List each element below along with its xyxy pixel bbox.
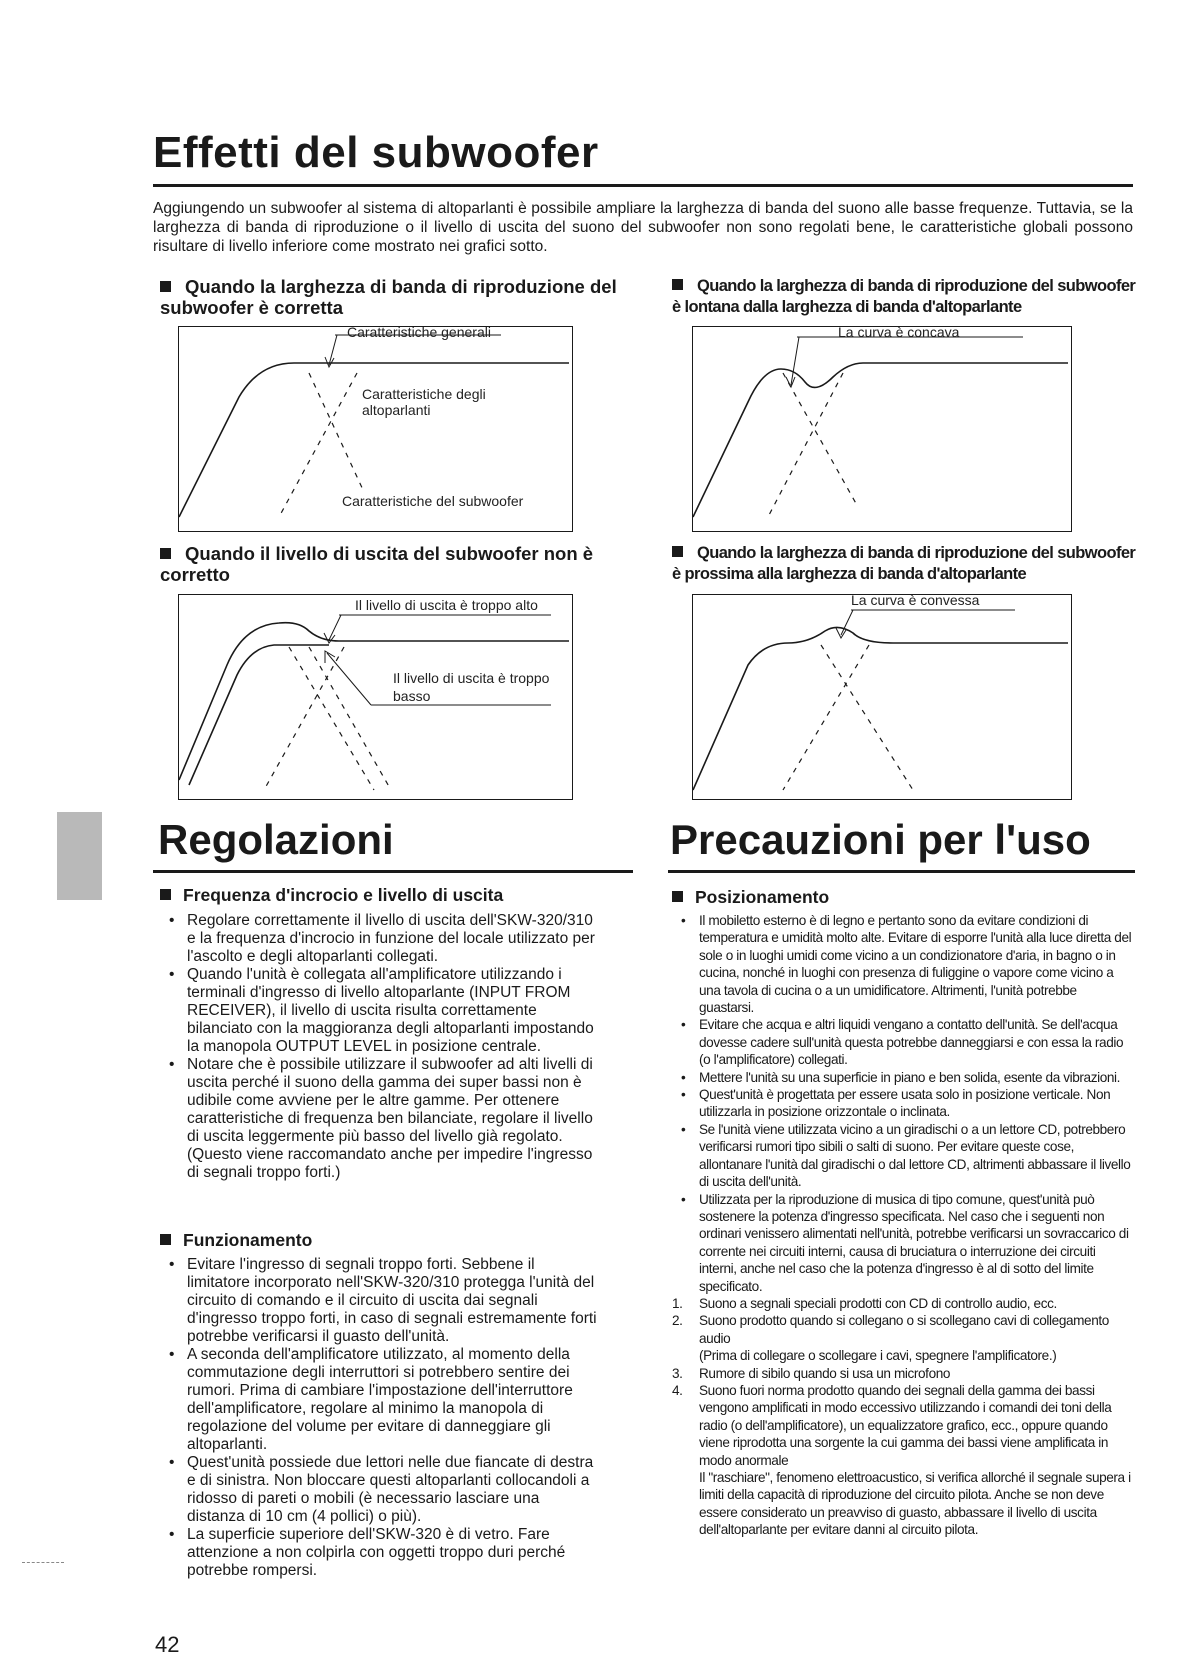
graph2-panel <box>692 326 1072 532</box>
graph4-overall-curve <box>693 627 1068 790</box>
graph1-label-sub: Caratteristiche del subwoofer <box>342 493 524 509</box>
item-number: 3. <box>672 1365 683 1381</box>
square-bullet-icon <box>160 548 171 559</box>
graph2-label-curve: La curva è concava <box>838 324 960 340</box>
numbered-item-text: Suono a segnali speciali prodotti con CD di controllo audio, ecc. <box>699 1295 1057 1311</box>
regolazioni-title: Regolazioni <box>158 816 394 863</box>
graph2-caption-text: Quando la larghezza di banda di riproduzione del subwoofer è lontana dalla larghezza di banda d'altoparlante <box>672 277 1136 316</box>
numbered-list <box>672 1295 1135 1539</box>
graph3-panel <box>178 594 573 800</box>
square-bullet-icon <box>160 1234 171 1245</box>
thumb-index-tab <box>57 812 102 900</box>
graph2-caption <box>672 276 1142 318</box>
graph2-sub-curve <box>768 373 843 517</box>
posizionamento-heading-text: Posizionamento <box>695 887 830 907</box>
graph3-high-leader <box>329 615 341 640</box>
list-item <box>672 1191 1135 1539</box>
numbered-item-note: (Prima di collegare o scollegare i cavi, spegnere l'amplificatore.) <box>699 1348 1057 1364</box>
numbered-item <box>672 1382 1135 1539</box>
precauzioni-rule <box>668 870 1135 873</box>
item-number: 1. <box>672 1295 683 1311</box>
graph1-label-overall: Caratteristiche generali <box>347 324 491 340</box>
list-item: • Quando l'unità è collegata all'amplificatore utilizzando i terminali d'ingresso di livello altoparlante (INPUT FROM RECEIVER), il livello di uscita risulta correttamente bilanciato con la maggioranza degli altoparlanti impostando la manopola OUTPUT LEVEL in posizione centrale. <box>160 966 600 1056</box>
graph1-panel <box>178 326 573 532</box>
graph1-label-speaker: Caratteristiche degli altoparlanti <box>362 386 486 418</box>
graph2-speaker-curve <box>783 373 858 507</box>
graph3-label-high: Il livello di uscita è troppo alto <box>355 597 538 613</box>
graph3-speaker-curve-2 <box>309 647 391 790</box>
regolazioni-sub1-heading-text: Frequenza d'incrocio e livello di uscita <box>183 885 504 905</box>
square-bullet-icon <box>672 546 683 557</box>
regolazioni-rule <box>153 870 633 873</box>
list-item: • A seconda dell'amplificatore utilizzato, al momento della commutazione degli interruttori si potrebbero sentire dei rumori. Prima di cambiare l'impostazione dell'interruttore dell'amplificatore, regolare al minimo la manopola di regolazione del volume per evitare di danneggiare gli altoparlanti. <box>160 1346 600 1454</box>
item-number: 2. <box>672 1313 683 1329</box>
graph2-svg <box>693 327 1073 533</box>
graph1-speaker-curve <box>309 373 364 492</box>
list-item: • Mettere l'unità su una superficie in piano e ben solida, esente da vibrazioni. <box>672 1069 1135 1086</box>
graph4-caption <box>672 543 1142 585</box>
graph3-low-curve <box>189 645 329 785</box>
numbered-item-text: Suono fuori norma prodotto quando dei segnali della gamma dei bassi vengono amplificati in modo eccessivo utilizzando i comandi dei toni della radio (o dell'amplificatore), un equalizzatore grafico, ecc., oppure quando viene riprodotta una sorgente la cui gamma dei bassi viene amplificata in modo anormale <box>699 1382 1112 1468</box>
graph2-overall-curve <box>693 363 1068 517</box>
list-item: • Regolare correttamente il livello di uscita dell'SKW-320/310 e la frequenza d'incrocio in funzione del locale utilizzato per l'ascolto e degli altoparlanti collegati. <box>160 912 600 966</box>
numbered-item-text: Rumore di sibilo quando si usa un microfono <box>699 1365 951 1381</box>
list-item: • Se l'unità viene utilizzata vicino a un giradischi o a un lettore CD, potrebbero verificarsi rumori tipo sibili o salti di suono. Per evitare queste cose, allontanare l'unità dal giradischi o dal lettore CD, altrimenti abbassare il livello di uscita dell'unità. <box>672 1121 1135 1191</box>
precauzioni-title: Precauzioni per l'uso <box>670 816 1091 863</box>
posizionamento-heading <box>672 887 829 908</box>
regolazioni-sub2-heading <box>160 1230 312 1251</box>
intro-paragraph: Aggiungendo un subwoofer al sistema di altoparlanti è possibile ampliare la larghezza di banda del suono alle basse frequenze. Tuttavia, se la larghezza di banda di riproduzione o il livello di uscita del suono del subwoofer non sono regolati bene, le caratteristiche globali possono risultare di livello inferiore come mostrato nei grafici sotto. <box>153 200 1133 255</box>
square-bullet-icon <box>160 889 171 900</box>
graph4-panel <box>692 594 1072 800</box>
graph1-caption-text: Quando la larghezza di banda di riproduzione del subwoofer è corretta <box>160 276 617 318</box>
list-item: • Evitare che acqua e altri liquidi vengano a contatto dell'unità. Se dell'acqua dovesse cadere sull'unità questa potrebbe danneggiarsi e con essa la radio (o l'amplificatore) collegati. <box>672 1016 1135 1068</box>
regolazioni-sub2-heading-text: Funzionamento <box>183 1230 313 1250</box>
regolazioni-sub1-heading <box>160 885 503 906</box>
posizionamento-list <box>672 912 1135 1539</box>
square-bullet-icon <box>672 279 683 290</box>
graph4-label-curve: La curva è convessa <box>851 592 980 608</box>
numbered-item <box>672 1312 1135 1364</box>
numbered-item <box>672 1365 1135 1382</box>
numbered-item <box>672 1295 1135 1312</box>
page-title: Effetti del subwoofer <box>153 128 599 177</box>
graph3-label-low: Il livello di uscita è troppo basso <box>393 670 550 704</box>
item-number: 4. <box>672 1382 683 1398</box>
numbered-item-note: Il "raschiare", fenomeno elettroacustico, si verifica allorché il segnale supera i limiti della capacità di riproduzione del circuito pilota. Anche se non deve essere considerato un preavviso di guasto, abbassare il livello di uscita dell'altoparlante per evitare danni al circuito pilota. <box>699 1470 1131 1538</box>
square-bullet-icon <box>160 281 171 292</box>
title-rule <box>153 184 1133 187</box>
graph3-low-leader <box>327 653 371 705</box>
graph4-sub-curve <box>783 645 869 790</box>
graph1-caption <box>160 276 640 318</box>
graph4-svg <box>693 595 1073 801</box>
graph3-caption-text: Quando il livello di uscita del subwoofer non è corretto <box>160 543 594 585</box>
graph4-speaker-curve <box>821 645 913 790</box>
numbered-item-text: Suono prodotto quando si collegano o si scollegano cavi di collegamento audio <box>699 1313 1109 1346</box>
list-item: • Notare che è possibile utilizzare il subwoofer ad alti livelli di uscita perché il suono della gamma dei super bassi non è udibile come avviene per le altre gamme. Per ottenere caratteristiche di frequenza ben bilanciate, regolare il livello di uscita leggermente più basso del livello già regolato. (Questo viene raccomandato anche per impedire l'ingresso di segnali troppo forti.) <box>160 1056 600 1182</box>
list-item: • Evitare l'ingresso di segnali troppo forti. Sebbene il limitatore incorporato nell'SKW-320/310 protegga l'unità del circuito di comando e il circuito di uscita dai segnali d'ingresso troppo forti, in caso di segnali estremamente forti potrebbe verificarsi il guasto dell'unità. <box>160 1256 600 1346</box>
regolazioni-sub2-list <box>160 1256 600 1580</box>
graph3-sub-curve <box>264 647 344 790</box>
list-item: • Quest'unità possiede due lettori nelle due fiancate di destra e di sinistra. Non bloccare questi altoparlanti collocandoli a ridosso di pareti o mobili (è necessario lasciare una distanza di 10 cm (4 pollici) o più). <box>160 1454 600 1526</box>
list-item: • Quest'unità è progettata per essere usata solo in posizione verticale. Non utilizzarla in posizione orizzontale o inclinata. <box>672 1086 1135 1121</box>
list-item: • La superficie superiore dell'SKW-320 è di vetro. Fare attenzione a non colpirla con oggetti troppo duri perché potrebbe rompersi. <box>160 1526 600 1580</box>
regolazioni-sub1-list <box>160 912 600 1182</box>
margin-mark <box>22 1562 64 1563</box>
page-number: 42 <box>155 1632 180 1657</box>
graph4-caption-text: Quando la larghezza di banda di riproduzione del subwoofer è prossima alla larghezza di banda d'altoparlante <box>672 544 1136 583</box>
list-item-text: Utilizzata per la riproduzione di musica di tipo comune, quest'unità può sostenere la potenza d'ingresso specificata. Nel caso che i seguenti non ordinari venissero alimentati nell'unità, potrebbe verificarsi un sovraccarico di corrente nei circuiti interni, causa di bruciatura o interruzione dei circuiti interni, anche nel caso che la potenza d'ingresso è al di sotto del limite specificato. <box>699 1191 1129 1294</box>
graph3-caption <box>160 543 640 585</box>
square-bullet-icon <box>672 891 683 902</box>
list-item: • Il mobiletto esterno è di legno e pertanto sono da evitare condizioni di temperatura e umidità molto alte. Evitare di esporre l'unità alla luce diretta del sole o in luoghi umidi come vicino a un condizionatore d'aria, in bagno o in cucina, nonché in luoghi con presenza di fuliggine o vapore come vicino a una tavola di cucina o a un umidificatore. Altrimenti, l'unità potrebbe guastarsi. <box>672 912 1135 1016</box>
